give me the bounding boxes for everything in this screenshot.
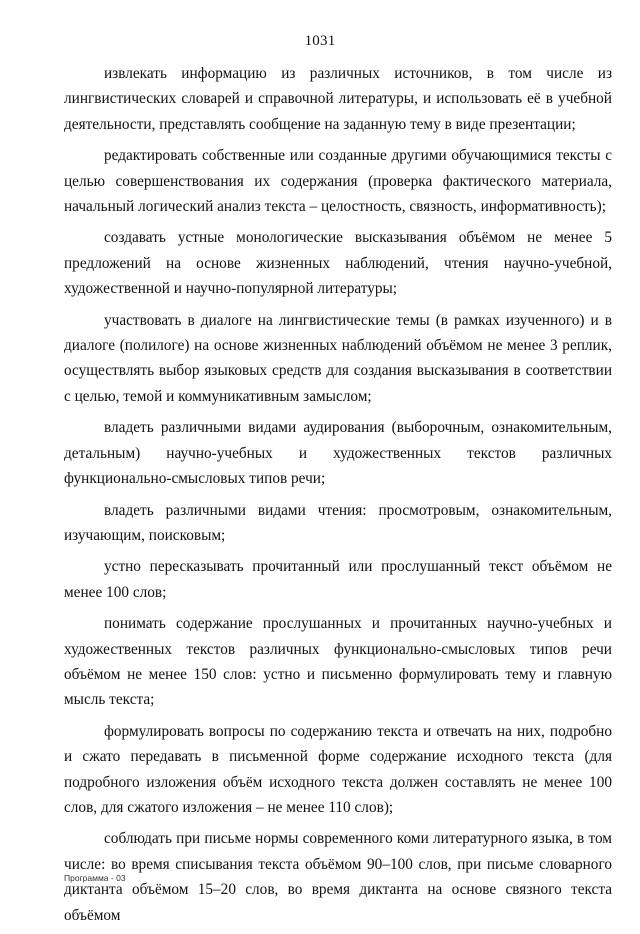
paragraph: редактировать собственные или созданные другими обучающимися тексты с целью совершенствования их содержания (проверка фактического материала, начальный логический анализ текста – целостность, связность, информативность); <box>64 147 612 216</box>
paragraph: владеть различными видами аудирования (выборочным, ознакомительным, детальным) научно-учебных и художественных текстов различных функционально-смысловых типов речи; <box>64 419 612 488</box>
paragraph: участвовать в диалоге на лингвистические темы (в рамках изученного) и в диалоге (полилоге) на основе жизненных наблюдений объёмом не менее 3 реплик, осуществлять выбор языковых средств для создания высказывания в соответствии с целью, темой и коммуникативным замыслом; <box>64 311 612 405</box>
paragraph: владеть различными видами чтения: просмотровым, ознакомительным, изучающим, поисковым; <box>64 501 612 544</box>
page-footer: Программа - 03 <box>64 873 126 883</box>
paragraph: формулировать вопросы по содержанию текста и отвечать на них, подробно и сжато передавать в письменной форме содержание исходного текста (для подробного изложения объём исходного текста должен составлять не менее 100 слов, для сжатого изложения – не менее 110 слов); <box>64 722 612 816</box>
document-body <box>64 61 612 934</box>
paragraph: создавать устные монологические высказывания объёмом не менее 5 предложений на основе жизненных наблюдений, чтения научно-учебной, художественной и научно-популярной литературы; <box>64 229 612 298</box>
paragraph: соблюдать при письме нормы современного коми литературного языка, в том числе: во время списывания текста объёмом 90–100 слов, при письме словарного диктанта объёмом 15–20 слов, во время диктанта на основе связного текста объёмом <box>64 830 612 924</box>
paragraph: извлекать информацию из различных источников, в том числе из лингвистических словарей и справочной литературы, и использовать её в учебной деятельности, представлять сообщение на заданную тему в виде презентации; <box>64 65 612 133</box>
paragraph: понимать содержание прослушанных и прочитанных научно-учебных и художественных текстов различных функционально-смысловых типов речи объёмом не менее 150 слов: устно и письменно формулировать тему и главную мысль текста; <box>64 615 612 709</box>
paragraph: устно пересказывать прочитанный или прослушанный текст объёмом не менее 100 слов; <box>64 558 612 601</box>
page-number: 1031 <box>304 33 336 49</box>
